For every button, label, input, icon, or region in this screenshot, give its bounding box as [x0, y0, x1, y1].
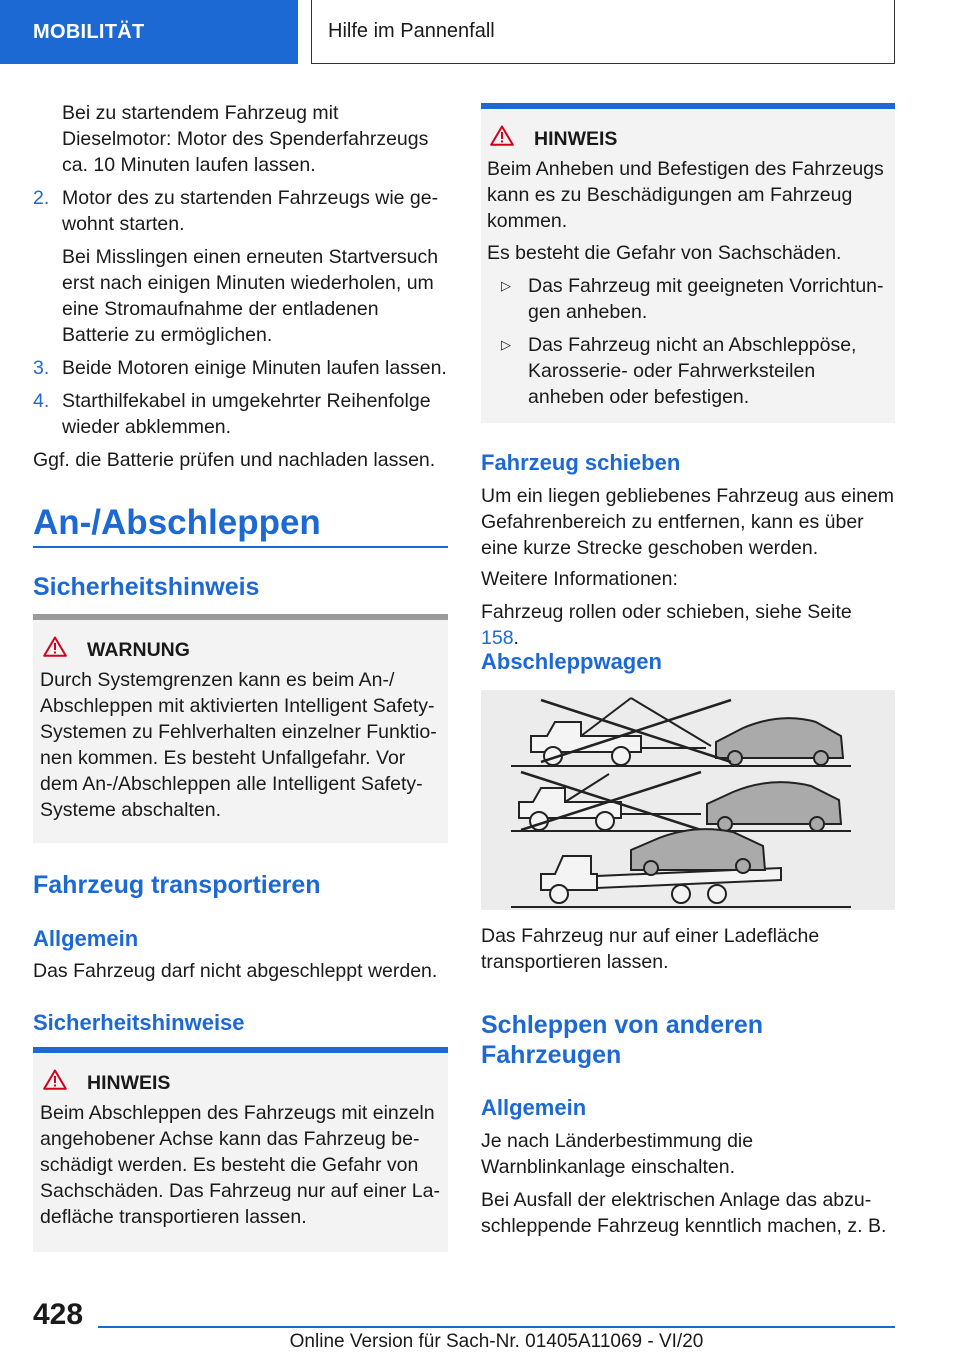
page-number: 428 — [33, 1298, 84, 1331]
tow-truck-row-1 — [531, 698, 843, 765]
step-number: 4. — [33, 390, 50, 412]
step-4 — [33, 388, 448, 440]
warning-label: WARNUNG — [87, 639, 190, 661]
section-tab: MOBILITÄT — [0, 0, 298, 64]
step-number: 3. — [33, 357, 50, 379]
more-info-label: Weitere Informationen: — [481, 568, 678, 590]
warning-icon — [40, 1069, 87, 1097]
heading-safety-note: Sicherheitshinweis — [33, 573, 260, 601]
footer-rule — [98, 1326, 895, 1328]
chapter-title: Hilfe im Pannenfall — [311, 0, 895, 64]
heading-tow-truck: Abschleppwagen — [481, 649, 662, 674]
warning-icon — [487, 125, 534, 153]
tow-text: Das Fahrzeug nur auf einer Ladefläche transportieren lassen. — [481, 925, 820, 973]
continued-paragraph: Bei zu startendem Fahrzeug mit Dieselmotor: Motor des Spenderfahrzeugs ca. 10 Minuten laufen lassen. — [62, 102, 429, 176]
general-text-1: Je nach Länderbestimmung die Warnblinkanlage einschalten. — [481, 1130, 754, 1178]
left-column — [33, 100, 448, 473]
general-text-2: Bei Ausfall der elektrischen Anlage das abzuschleppende Fahrzeug kenntlich machen, z. B. — [481, 1189, 887, 1237]
push-text: Um ein liegen gebliebenes Fahrzeug aus einem Gefahrenbereich zu entfernen, kann es über eine kurze Strecke geschoben werden. — [481, 485, 895, 559]
heading-towing-other: Schleppen von anderen Fahrzeugen — [481, 1011, 764, 1069]
after-steps-text: Ggf. die Batterie prüfen und nachladen lassen. — [33, 449, 436, 471]
warning-text: Durch Systemgrenzen kann es beim An-/ Abschleppen mit aktivierten Intelligent Safety-Systemen zu Fehlverhalten einzelner Funktionen kommen. Es besteht Unfallgefahr. Vor dem An-/Abschleppen alle Intelligent Safety-Systeme abschalten. — [40, 669, 437, 821]
notice-text-2: Es besteht die Gefahr von Sachschäden. — [487, 242, 842, 264]
step-subtext: Bei Misslingen einen erneuten Startversuch erst nach einigen Minuten wiederholen, um eine Stromaufnahme der entladenen Batterie zu ermöglichen. — [62, 246, 439, 346]
bullet-item: ▷ Das Fahrzeug mit geeigneten Vorrichtungen anheben. — [487, 273, 887, 325]
heading-general-right: Allgemein — [481, 1095, 587, 1120]
notice-text-1: Beim Anheben und Befestigen des Fahrzeugs kann es zu Beschädigungen am Fahrzeug kommen. — [487, 158, 884, 232]
step-text: Beide Motoren einige Minuten laufen lassen. — [62, 357, 447, 379]
notice-box-right — [481, 103, 895, 423]
bullet-item: ▷ Das Fahrzeug nicht an Abschleppöse, Karosserie- oder Fahrwerksteilen anheben oder befestigen. — [487, 332, 887, 410]
warning-icon — [40, 636, 87, 664]
notice-label: HINWEIS — [534, 128, 618, 150]
warning-box — [33, 614, 448, 843]
tow-truck-illustration — [481, 690, 895, 910]
step-number: 2. — [33, 187, 50, 209]
notice-text: Beim Abschleppen des Fahrzeugs mit einzeln angehobener Achse kann das Fahrzeug beschädigt werden. Es besteht die Gefahr von Sachschäden. Das Fahrzeug nur auf einer Ladefläche transportieren lassen. — [40, 1102, 440, 1228]
footer-online-version: Online Version für Sach-Nr. 01405A11069 - VI/20 — [289, 1331, 704, 1352]
step-text: Motor des zu startenden Fahrzeugs wie gewohnt starten. — [62, 187, 439, 235]
notice-label: HINWEIS — [87, 1072, 171, 1094]
step-3 — [33, 355, 448, 381]
step-text: Starthilfekabel in umgekehrter Reihenfolge wieder abklemmen. — [62, 390, 431, 438]
step-2 — [33, 185, 448, 348]
heading-rule — [33, 546, 448, 548]
notice-box-left — [33, 1047, 448, 1252]
triangle-bullet-icon: ▷ — [501, 337, 511, 352]
heading-towing: An-/Abschleppen — [33, 503, 321, 542]
general-text: Das Fahrzeug darf nicht abgeschleppt werden. — [33, 960, 438, 982]
heading-transport: Fahrzeug transportieren — [33, 871, 321, 899]
reference-text: Fahrzeug rollen oder schieben, siehe Seite 158. — [481, 601, 852, 649]
flatbed-truck-row-3 — [541, 829, 781, 903]
heading-push: Fahrzeug schieben — [481, 450, 681, 475]
triangle-bullet-icon: ▷ — [501, 278, 511, 293]
page-reference-link[interactable]: 158 — [481, 627, 514, 649]
heading-safety-notes: Sicherheitshinweise — [33, 1010, 245, 1035]
heading-general: Allgemein — [33, 926, 139, 951]
